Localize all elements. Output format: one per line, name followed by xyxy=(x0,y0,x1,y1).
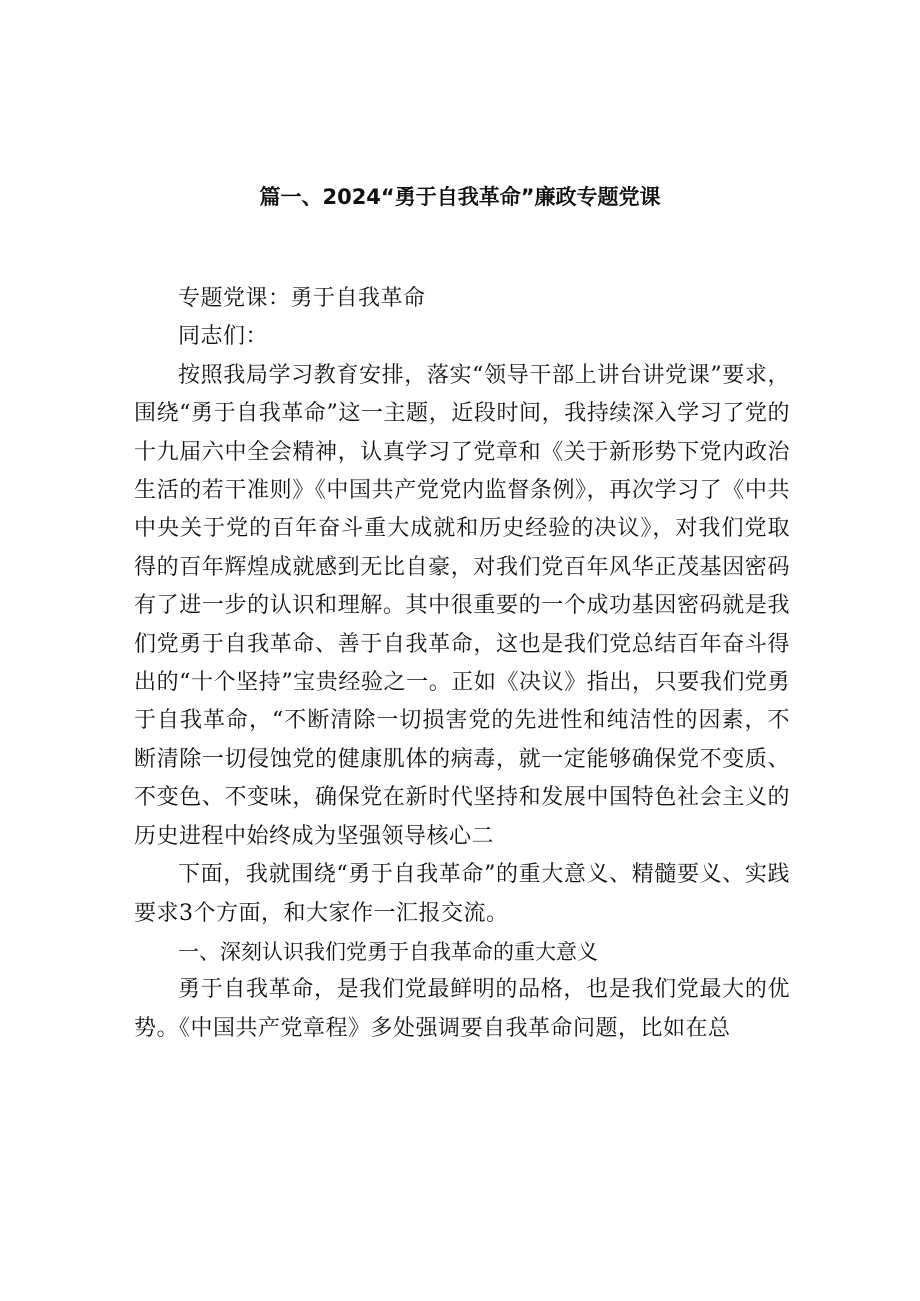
document-title: 篇一、2024“勇于自我革命”廉政专题党课 xyxy=(259,185,661,209)
section-heading: 一、深刻认识我们党勇于自我革命的重大意义 xyxy=(178,939,598,964)
body-paragraph: 按照我局学习教育安排，落实“领导干部上讲台讲党课”要求，围绕“勇于自我革命”这一主题，近段时间，我持续深入学习了党的十九届六中全会精神，认真学习了党章和《关于新形势下党内政治生活的若干准则》《中国共产党党内监督条例》，再次学习了《中共中央关于党的百年奋斗重大成就和历史经验的决议》，对我们党取得的百年辉煌成就感到无比自豪，对我们党百年风华正茂基因密码有了进一步的认识和理解。其中很重要的一个成功基因密码就是我们党勇于自我革命、善于自我革命，这也是我们党总结百年奋斗得出的“十个坚持”宝贵经验之一。正如《决议》指出，只要我们党勇于自我革命，“不断清除一切损害党的先进性和纯洁性的因素，不断清除一切侵蚀党的健康肌体的病毒，就一定能够确保党不变质、不变色、不变味，确保党在新时代坚持和发展中国特色社会主义的历史进程中始终成为坚强领导核心二 xyxy=(134,362,790,849)
lecture-subtitle: 专题党课：勇于自我革命 xyxy=(178,286,426,311)
body-paragraph: 下面，我就围绕“勇于自我革命”的重大意义、精髓要义、实践要求3个方面，和大家作一汇报交流。 xyxy=(134,862,790,926)
body-paragraph: 勇于自我革命，是我们党最鲜明的品格，也是我们党最大的优势。《中国共产党章程》多处强调要自我革命问题，比如在总 xyxy=(134,977,790,1041)
document-body xyxy=(134,280,790,1048)
salutation: 同志们： xyxy=(178,324,269,350)
